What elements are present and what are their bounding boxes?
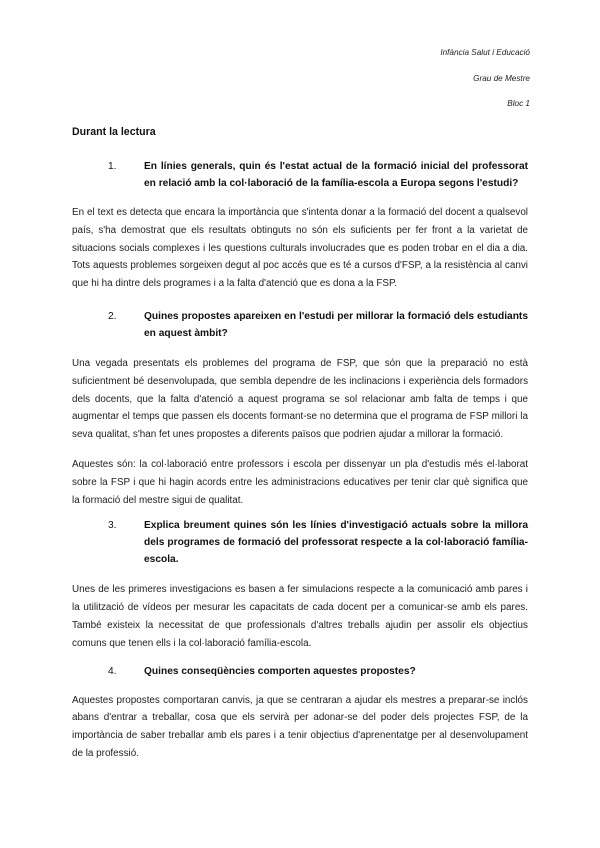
section-title: Durant la lectura [72, 126, 156, 138]
question-text: Explica breument quines són les línies d'investigació actuals sobre la millora dels programes de formació del professorat respecte a la col·laboració família-escola. [144, 520, 528, 566]
question-number: 2. [108, 310, 117, 322]
header-degree: Grau de Mestre [473, 73, 530, 83]
answer-paragraph: Aquestes són: la col·laboració entre professors i escola per dissenyar un pla d'estudis més el·laborat sobre la FSP i que hi hagin acords entre les administracions educatives per tenir clar què significa que la formació del mestre sigui de qualitat. [72, 458, 528, 506]
answer-paragraph: Unes de les primeres investigacions es basen a fer simulacions respecte a la comunicació amb pares i la utilització de vídeos per mesurar les capacitats de cada docent per a comunicar-se amb els pares. També existeix la necessitat de que professionals d'altres treballs ajudin per assolir els objectius comuns que tenen ells i la col·laboració família-escola. [72, 584, 528, 649]
question-4 [108, 663, 528, 680]
answer-paragraph: Una vegada presentats els problemes del programa de FSP, que són que la preparació no està suficientment bé desenvolupada, que sembla dependre de les inclinacions i experiència dels formadors dels docents, que la falta d'atenció a aquest programa se sol relacionar amb falta de temps i que augmentar el temps que passen els docents formant-se no determina que el programa de FSP millori la seva qualitat, s'han fet unes propostes a diferents països que podrien ajudar a millorar la formació. [72, 357, 528, 441]
question-text: En línies generals, quin és l'estat actual de la formació inicial del professorat en relació amb la col·laboració de la família-escola a Europa segons l'estudi? [144, 161, 528, 189]
question-2 [108, 308, 528, 342]
header-course: Infància Salut i Educació [440, 48, 530, 57]
page-header [440, 40, 530, 117]
question-text: Quines propostes apareixen en l'estudi per millorar la formació dels estudiants en aquest àmbit? [144, 310, 528, 339]
answer-paragraph: Aquestes propostes comportaran canvis, ja que se centraran a ajudar els mestres a preparar-se inclós abans d'entrar a treballar, cosa que els servirà per adonar-se del poder dels projectes FSP, de la importància de saber treballar amb els pares i a tenir objectius d'aprenentatge per al desenvolupament de la professió. [72, 694, 528, 759]
question-3 [108, 517, 528, 568]
document-body [72, 158, 528, 763]
question-number: 1. [108, 161, 117, 172]
question-1 [108, 158, 528, 192]
header-block: Bloc 1 [507, 99, 530, 108]
answer-paragraph: En el text es detecta que encara la importància que s'intenta donar a la formació del docent a qualsevol país, s'ha demostrat que els resultats obtinguts no són els suficients per fer front a la varietat de situacions socials complexes i les questions culturals involucrades que es poden trobar en el dia a dia. Tots aquests problemes sorgeixen degut al poc accés que es té a cursos d'FSP, a la resistència al canvi que hi ha dintre dels programes i a la falta d'atenció que es dona a la FSP. [72, 207, 528, 290]
question-number: 4. [108, 665, 117, 677]
question-number: 3. [108, 520, 117, 532]
question-text: Quines conseqüències comporten aquestes propostes? [144, 665, 416, 677]
